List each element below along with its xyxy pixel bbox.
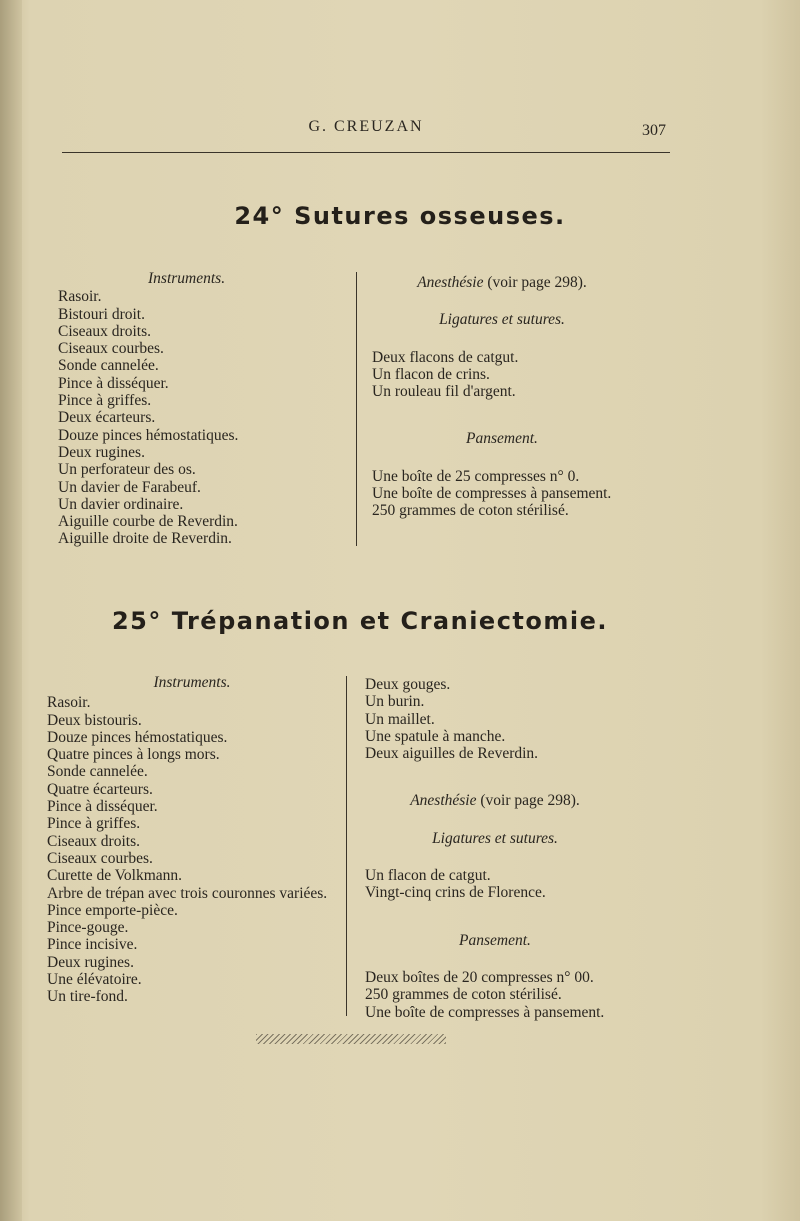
list-item: Pince incisive. [47, 936, 138, 954]
list-item: Un tire-fond. [47, 988, 128, 1006]
list-item: Quatre écarteurs. [47, 780, 153, 798]
list-item: Bistouri droit. [58, 305, 145, 323]
list-item: Une boîte de compresses à pansement. [372, 485, 612, 503]
list-item: Aiguille droite de Reverdin. [58, 530, 232, 548]
list-item: Un maillet. [365, 710, 435, 728]
list-item: Rasoir. [58, 288, 102, 306]
list-item: Une spatule à manche. [365, 727, 506, 745]
pansement-list [365, 969, 625, 1021]
list-item: Une élévatoire. [47, 971, 142, 989]
pansement-heading: Pansement. [466, 430, 538, 448]
decorative-end-rule [256, 1034, 446, 1044]
list-item: Ciseaux courbes. [58, 340, 164, 358]
column-divider [356, 272, 357, 546]
list-item: Une boîte de compresses à pansement. [365, 1003, 605, 1021]
anesthesia-label: Anesthésie [410, 792, 477, 810]
ligatures-list [365, 867, 625, 902]
list-item: Quatre pinces à longs mors. [47, 746, 220, 764]
list-item: Deux rugines. [47, 953, 134, 971]
instruments-heading: Instruments. [153, 674, 231, 691]
section-24-instruments-column [58, 270, 298, 548]
list-item: Curette de Volkmann. [47, 867, 183, 885]
instruments-list [58, 288, 298, 547]
list-item: Aiguille courbe de Reverdin. [58, 513, 238, 531]
page-number: 307 [642, 122, 666, 139]
anesthesia-page-ref: (voir page 298). [487, 274, 587, 291]
list-item: Deux aiguilles de Reverdin. [365, 745, 539, 763]
running-head: G. CREUZAN [308, 118, 424, 135]
list-item: Ciseaux courbes. [47, 849, 153, 867]
list-item: Arbre de trépan avec trois couronnes variées. [47, 884, 328, 902]
list-item: Pince-gouge. [47, 919, 129, 937]
page-header [62, 116, 670, 153]
list-item: Pince à disséquer. [58, 374, 169, 392]
list-item: Douze pinces hémostatiques. [58, 426, 239, 444]
pansement-list [372, 468, 632, 520]
list-item: Pince à griffes. [47, 815, 141, 833]
list-item: Deux gouges. [365, 676, 451, 693]
list-item: Pince à disséquer. [47, 798, 158, 816]
section-25-supplies-column [365, 676, 625, 1021]
anesthesia-page-ref: (voir page 298). [480, 792, 580, 810]
anesthesia-line [365, 792, 625, 809]
list-item: Ciseaux droits. [47, 832, 140, 850]
ligatures-heading: Ligatures et sutures. [439, 311, 565, 329]
list-item: Deux rugines. [58, 443, 145, 461]
list-item: Deux flacons de catgut. [372, 348, 519, 366]
list-item: Deux bistouris. [47, 711, 142, 729]
pansement-heading: Pansement. [459, 931, 531, 949]
list-item: Un rouleau fil d'argent. [372, 383, 516, 401]
list-item: Un flacon de crins. [372, 365, 490, 383]
list-item: Pince emporte-pièce. [47, 901, 178, 919]
list-item: Douze pinces hémostatiques. [47, 728, 228, 746]
list-item: Pince à griffes. [58, 392, 152, 410]
section-25-title: 25° Trépanation et Craniectomie. [111, 607, 609, 635]
list-item: 250 grammes de coton stérilisé. [372, 502, 569, 520]
list-item: Un burin. [365, 693, 425, 711]
list-item: Un davier ordinaire. [58, 495, 184, 513]
list-item: Ciseaux droits. [58, 322, 151, 340]
anesthesia-line [372, 274, 632, 291]
instruments-continued-list [365, 676, 625, 762]
list-item: Rasoir. [47, 694, 91, 712]
section-25-instruments-column [47, 674, 337, 1006]
section-24-supplies-column [372, 274, 632, 520]
ligatures-list [372, 349, 632, 401]
ligatures-heading: Ligatures et sutures. [432, 829, 558, 847]
instruments-heading: Instruments. [148, 270, 226, 287]
list-item: Sonde cannelée. [47, 763, 148, 781]
instruments-list [47, 694, 337, 1005]
list-item: Un flacon de catgut. [365, 867, 491, 885]
list-item: Une boîte de 25 compresses n° 0. [372, 467, 580, 485]
column-divider [346, 676, 347, 1016]
list-item: Deux écarteurs. [58, 409, 156, 427]
list-item: Un perforateur des os. [58, 461, 196, 479]
section-24-title: 24° Sutures osseuses. [234, 202, 566, 230]
list-item: Un davier de Farabeuf. [58, 478, 201, 496]
list-item: Deux boîtes de 20 compresses n° 00. [365, 968, 594, 986]
anesthesia-label: Anesthésie [417, 274, 484, 291]
list-item: 250 grammes de coton stérilisé. [365, 986, 562, 1004]
list-item: Vingt-cinq crins de Florence. [365, 884, 546, 902]
list-item: Sonde cannelée. [58, 357, 159, 375]
